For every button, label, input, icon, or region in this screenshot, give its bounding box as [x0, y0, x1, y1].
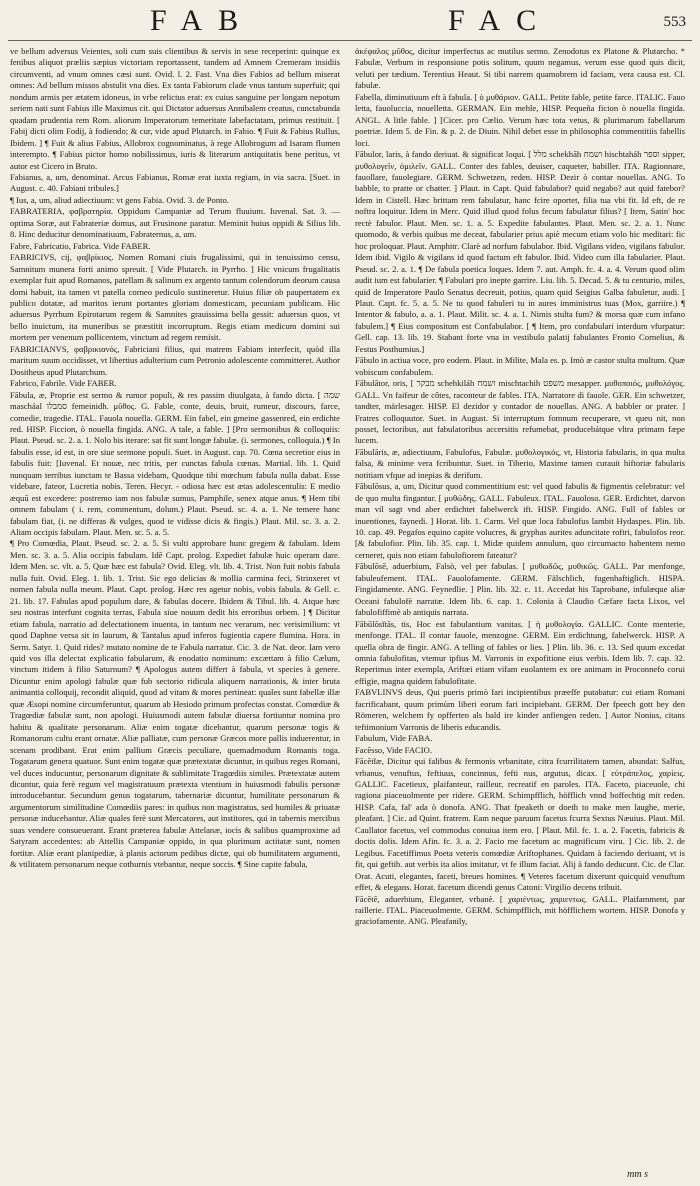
left-column: [10, 46, 340, 1166]
entry-paragraph: Fābulōsē, aduerbium, Falsò, vel per fabulas. [ μυθωδῶς, μυθικῶς. GALL. Par menfonge, fabuleufement. ITAL. Fauolofamente. GERM. Fälschlich, fugenhaftiglich. HISPA. Fingidamente. ANG. Feynedlie. ] Plin. lib. 32. c. 11. Accedat his Taprobane, infulæque aliæ Oceani fabulofè narratæ. Idem lib. 6. cap. 1. Colonia à Claudio Cæfare facta Lixos, vel fabulofiffimè ab antiquis narrata.: [355, 561, 685, 618]
entry-paragraph: ve bellum adversus Veientes, soli cum suis clientibus & servis in sese receperint: quinque ex fenibus aliquot præliis sæpius victoriam reportassent, tandem ad Amnem Cremeram insidiis circumventi, ad vnum omnes cæsi sunt. Ovid. l. 2. Fast. Vna dies Fabios ad bellum miserat omnes: Ad bellum missos abstulit vna dies. Ex tanta Fabiorum clade vnus tantum superfuit; qui nondum armis per ætatem idoneus, in vrbe relictus erat: ex cuius sanguine per longam nepotum seriem nati sunt Fabius ille Maximus cit. qui Dictator aduersus Annibalem creatus, cunctabunda quadam prudentia rem Rom. aliorum Imperatorum temeritate labefactatam, primus restituit. [ Fabij dicti olim Fodij, à fodiendo; & cur, vide apud Plutarch. in Fabio. ¶ Fuit & Fabius Rullus, Ibidem. ] ¶ Fuit & alius Fabius, Allobrox cognominatus, à rege Allobrogum ad Isaram flumen interempto. ¶ Fabius pictor homo nobilissimus, iuris & literarum antiquitatis bene peritus, vt autor est Cicero in Bruto.: [10, 46, 340, 171]
entry-paragraph: Fābula, æ, Proprie est sermo & rumor populi, & res passim diuulgata, à fando dicta. [ שמה mascháal סמבלו femeinidh. μῦθος. G. Fable, conte, deuis, bruit, rumeur, discours, farce, comedie, tragedie. ITAL. Fauola nouella. GERM. Ein fabel, ein gmeine gassenred, ein erdichte red. HISP. Ficcion, ò nouella fingida. ANG. A tale, a fable. ] [Pro sermonibus & colloquiis: Plaut. Pseud. sc. 2. a. 1. Nolo bis iterare: sat fit sunt longæ fabulæ. (i. sermones, colloquia.) ¶ In fabulis esse, id est, in ore siue sermone populi. Suet. in August. cap. 70. Cœna secretior eius in fabulis fuit: [Iuvenal. Et nouæ, nec tritis, per cunctas fabula cœnas. Martial. lib. 1. Quid nunquam terribus iunctam te Bassa videbam, Quodque tibi mœchum fabula nulla dabat. Esse videbare, fateor, Lucretia nobis. Teren. Hecyr. - odiosa hæc est ætas adolescentulis: E medio æquū est excedere: postremo iam nos fabulæ sumus, Pamphile, senex atque anus. ¶ Hem tibi omnem fabulam ( i. rem, commentum, dolum.) Plaut. Pseud. sc. 4. a. 1. Ne temere hanc fabulam fiat, (i. ne differas & vulges, quod te vidisse dicis & fingis.) Plaut. Mil. sc. 3. a. 2. Aliam occipis fabulam. Plaut. Men. sc. 5. a. 5.: [10, 389, 340, 538]
entry-paragraph: ἀκέφαλος μῦθος, dicitur imperfectus ac mutilus sermo. Zenodotus ex Platone & Plutarcho. * Fabulæ, Verbum in responsione potis solitum, quum negamus, verum esse quod quis dicit, veluti per tædium. Terentius Heaut. Si tibi narrem quamobrem id faciam, vera causa est. CI. fabulæ.: [355, 46, 685, 91]
running-head-left: FAB: [150, 4, 255, 37]
column-divider: [346, 46, 347, 1158]
page-number: 553: [663, 14, 686, 30]
entry-paragraph: Fābulo in actiua voce, pro eodem. Plaut. in Milite, Mala es. p. Imò æ castor stulta multum. Quæ vobiscum confabulem.: [355, 355, 685, 377]
entry-paragraph: Fabella, diminutiuum eft à fabula. [ ὁ μυθάριον. GALL. Petite fable, petite farce. ITALIC. Fauo letta, fauoluccia, nouelletta. GERMAN. Ein mehle, HISP. Pequeña ficion ò nouella fingida. ANGL. A litle fable. ] [Cicer. pro Cælio. Verum hæc tota vetus, & plurimarum fabellarum poetriæ. Idem 5. de Fin. & p. 2. de Diuin. Nihil debet esse in philosophia commentitiis fabellis loci.: [355, 91, 685, 148]
entry-paragraph: FABVLINVS deus, Qui pueris primò fari incipientibus præeffe putabatur: cui etiam Romani facrificabant, quum primùm liberi eorum fari incipiebant. GERM. Der fpeech gott bey den Römeren, welchem fy opfferten als bald ire kinder anfiengen reden. ] Autor Nonius, citans teftimonium Varronis de liberis educandis.: [355, 687, 685, 732]
entry-paragraph: Fābulōsus, a, um, Dicitur quod commentitium est: vel quod fabulis & figmentis celebratur: vel de quo multa fingantur. [ μυθώδης. GALL. Fabuleux. ITAL. Fauoloso. GER. Erdichtet, darvon man vil sagt vnd aber erdichtet fabelwerck ift. HISP. Fingido. ANG. Full of fables or inuentiones, faynedi. ] Horat. lib. 1. Carm. Vel quæ loca fabulofus lambit Hydaspes. Plin. lib. 10. cap. 49. Pegafos equino capite volucres, & gryphas aurites aduncitate roftri, fabulofos reor. [& fabulofior. Plin. lib. 35. cap. 1. Midæ quidem annulum, quo circumacto habentem nemo cerneret, quis non etiam fabulofiorem fateatur?: [355, 481, 685, 560]
entry-paragraph: Facĕsso, Vide FACIO.: [355, 744, 432, 755]
printer-signature: mm s: [627, 1169, 648, 1180]
entry-paragraph: Fābulor, laris, à fando deriuat. & significat loqui. [ מלל schekhāh ושמח hischtaháh וספר sipper, μυθολογεῖν, ὁμιλεῖν. GALL. Conter des fables, deuiser, caqueter, babiller. ITA. Ragionnare, fauollare, fauolegiare. GERM. Schwetzen, reden. HISP. Dezir ò contar nouellas. ANG. To babble, to pratte or chatter. ] Plaut. in Capt. Quid fabulabor? quid negabo? aut quid fatebor? Idem in Cistell. Hæc brittam rem fabulatur, hanc fcire oportet, filia tua vbi fit. Id eft, de re noftra loquitur. Idem in Merc. Quid illud quod folus fecum fabulatur filius? [ Item, Satin' hoc rectè fabulor. Plaut. Men. sc. 1. a. 5. Expedite fabulantes. Plaut. Men. sc. 2. a. 1. Nunc quomodo, & verbis quibus me deceat, fabularier prius apiè mecum etiam volo hic meditari: fic hoc proloquar. Plaut. Amphitr. Clarè ad norfum fabulabor. Ibid. Vigilans video, vigilans fabulor. Idem ibid. Vigilo & vigilans id quod factum eft fabulor. Ibid. Video cum illa fabularier. Plaut. Pseud. sc. 2. a. 1. ¶ De fabula poetica loques. Idem 7. aut. Amph. fc. 4. a. 4. Verum quod olim audit ium est fabularier. ¶ Fabulari pro inepte garrire. Liu. lib. 5. Decad. 5. & tu centurio, miles, quid de Imperatore Paulo Senatus decreuit, potius, quam quid Seigius Galba fabuletur, audi. [ Plaut. Capt. fc. 5. a. 5. Ne tu quod fabuleri tu in aures imministrus tuas (Mox, garriire.) ¶ Intentor & fabulo, a. a. 1. Plaut. Milit. sc. 4. a. 1. Nimis stulta fum? & morsa quæ cum infano fabulem.] ¶ Eius compositum est Confabulabor. [ ¶ Item, pro confabulari interdum vfurpatur: Gell. cap. 13. lib. 19. Stabant forte vna in vestibulo palatij fabulantes Fronto Cornelius, & Festus Posthumius.]: [355, 149, 685, 354]
entry-paragraph: Fabre, Fabricatio, Fabrica. Vide FABER.: [10, 240, 151, 251]
entry-paragraph: Fabulum, Vide FABA.: [355, 733, 433, 744]
entry-paragraph: Fācētē, aduerbium, Eleganter, vrbanè. [ χαριέντως, χαριεντως. GALL. Plaifamment, par raillerie. ITAL. Piaceuolmente. GERM. Schimpfflich, mit höfflichem wortem. HISP. Donofa y graciofamente. ANG. Pleafanily,: [355, 893, 685, 927]
header-rule: [8, 40, 692, 41]
entry-paragraph: ¶ Pro Comœdia, Plaut. Pseud. sc. 2. a. 5. Si vulti approbare hunc gregem & fabulam. Idem Men. sc. 3. a. 5. Alia occipis fabulam. Idē Capt. prolog. Expediet fabulæ huic operam dare. Idem Men. sc. vlt. a. 5. Quæ hæc est fabula? Ovid. Eleg. vlt. lib. 4. Trist. Non fuit nobis fabula nulla fuit. Ovid. Eleg. 1. lib. 1. Trist. Sic ego delicias & mollia carmina feci, Strinxeret vt nomen fabula nulla meum. Plaut. Capt. prolog. Hæc res agetur nobis, vobis fabula. & Gell. c. 21. lib. 17. Fabulas apud populum dare, & fabulas docere. Ibidem & Tibul. lib. 4. Atque hæc seu nostras interfunt cognita terras, Fabula siue nouum dedit his erroribus orbem. ] ¶ Dicitur etiam fabula, narratio ad delectationem inuenta, in tantum nec verarum, nec verisimilium: vt quod Daphne versa sit in laurum, & Tantalus apud inferos fugientia capere flumina. Hora. in Serm. Satyr. 1. Quid rides? mutato nomine de te Fabula narratur. Cic. 3. de Nat. deor. Iam vero quid vos illa delectat explicatio fabularum, & enodatio nominum: excættam à filio Cælum, vinctum itidem à filio Saturnum? ¶ Apologus autem differt à fabula, vt species à genere. Dicuntur enim apologi fabulæ quæ fub sectorio ridicula aliquem narrationis, & inter bruta animantia colloquij, recondit aliquid, quod ad vitam & mores pertineat: quales sunt fabellæ illæ quæ Æsopi nomine circumferuntur, quarum ab Hesiodo primum profectas constat. Comœdiæ & Tragœdiæ fabulæ sunt, non apologi. Huiusmodi autem fabulæ diuersa fortiuntur nomina pro habitu & qualitate personarum. Aliæ enim togatæ dicebantur, quarum personæ togis & Romanorum cultu erant ornatæ. Aliæ palliatæ, cum personæ Græcos more pallis induerentur, in scenam prodibant. Erat enim pallium Græcis peculiare, quemadmodum Romanis toga. Togatarum genera quatuor. Sunt enim togatæ quæ prætextatæ dicuntur, in quibus reges Romani, vel duces inducuntur, personarum dignitate & sublimitate Tragœdiis similes. Prætextatæ autem dicuntur, quia ferè regum vel magistratuum prætexta vtentium in huiusmodi fabulis personæ introducebantur. Secundum genus togatarum, tabernariæ dicuntur, humilitate personarum & argumentorum similitudine Comœdiis pares: in quibus non magistratus, sed humiles & priuatæ personæ inducebantur. Aliæ quales ferè sunt Mercatores, aut institores, qui in tabernis mercibus suas vendere consueuerant. Erant præterea fabulæ Attelanæ, iocis & salibus quamproxime ad Satyram accedentes: ab Attellis Campaniæ oppido, in qua plurimum actitatæ sunt, nomen fortitæ. Aliæ erant planipediæ, à planis actorum pedibus dictæ, qui ob humilitatem argumenti, & vtilitatem personarum neque cothurnis vtebantur, neque soccis. ¶ Sine capite fabula,: [10, 538, 340, 870]
entry-paragraph: FABRICIVS, cij, φαβρίκιος. Nomen Romani ciuis frugalissimi, qui in tenuissimo censu, Samnitum munera forti animo spreuit. [ Vide Plutarch. in Pyrrho. ] Hic vnicum frugalitatis exemplar fuit apud Romanos, patellam & salinum ex argento tantum colendorum deorum causa domi habuit, ita tamen vt patella corneo pediculo sustineretur. Huius filiæ ob paupertatem ex publico dotatæ, ad maritos ierunt portantes gloriam domesticam, pecuniam publicam. Hic aduersus Pyrrhum Epirotarum regem & Samnites grauissima bella gessit: aduersus quos, vt bello inuictum, ita muneribus se præstitit incorruptum. Regis etiam medicum domini sui mortem per venenum pollicentem, vinctum ad regem remisit.: [10, 252, 340, 343]
entry-paragraph: Fābulāris, æ, adiectiuum, Fabulofus, Fabulæ. μυθολογικός, vt, Historia fabularis, in qua multa falsa, & minime vera fcribuntur. Suet. in Tiberio, Maxime tamen curauit hiftoriæ fabularis notitiam vfque ad inepias & derifum.: [355, 446, 685, 480]
entry-paragraph: Fābūlōsĭtās, tis, Hoc est fabulantium vanitas. [ ἡ μυθολογία. GALLIC. Conte menterie, menfonge. ITAL. Il contar fauole, menzogne. GERM. Ein erdichtung, fabelwerck. HISP. A quella obra de fingir. ANG. A telling of fables or lies. ] Plin. lib. 36. c. 13. Sed quum excedat omnia fabulofitas, vtemur ipfius M. Varronis in expofitione eius verbis. Idem lib. 7. cap. 32. Reperimus inter exempla, Ariftæi etiam vifam euolantem ex ore animam in Proconnefo corui effigie, magna quidem fabulofitate.: [355, 618, 685, 686]
entry-paragraph: Fabrico, Fabrile. Vide FABER.: [10, 378, 117, 389]
entry-paragraph: Fābulātor, oris, [ מבקר schehkiláh ושמח mischtachih משפט mesapper. μυθοποιός, μυθολόγος. GALL. Vn faifeur de côtes, raconteur de fables. ITA. Narratore di fauole. GER. Ein schwetzer, tandter, märlesager. HISP. El dezidor y contador de nouellas. ANG. A babbler or prater. ] Fratres colloquutor. Suet. in August. Si interruptum fomnum recuperare, vt queu nit, non posset, lectoribus, aut fabulatoribus accersitis refumebat, producebátque vltra primam fæpe lucem.: [355, 378, 685, 446]
entry-paragraph: Fabianus, a, um, denominat. Arcus Fabianus, Romæ erat iuxta regiam, in via sacra. [Suet. in August. c. 40. Fabiani tribules.]: [10, 171, 340, 194]
entry-paragraph: Fācētĭæ, Dicitur qui falibus & fermonis vrbanitate, citra fcurrilitatem tamen, abundat: Salfus, vrbanus, venuftus, feftiuus, concinnus, fefti nus, argutus, dicax. [ εὐτράπελος, χαρίεις. GALLIC. Facetieux, plaifanteur, railleur, recreatif en paroles. ITA. Faceto, piaceuole, chi ragiona piaceuolmente per ridere. GERM. Schimpfflich, höfflich vnnd boffechtig mit reden. HISP. Cafa, fal' ada ò donofa. ANG. That fpeaketh or doeth to make men laughe, merie, pleafant. ] Cic. ad Quint. fratrem. Eam neque paruum facetus fcurra Sextus Næuius. Plaut. Mil. Caullator facetus, vel commodus conuiua item ero. [ Plaut. Mil. fc. 1. a. 2. Facetis, fabricis & doctis dolis. Idem Afin. fc. 3. a. 2. Facio me facetum ac magnificum viru. ] Cic. lib. 2. de Legibus. Facetiffimus Poeta veteris comœdiæ Ariftophanes. Quidam à faciendo deriuant, vt is fit, qui geftib. aut verbis ita alios imitatur, vt fe illum faciat. Alij à fando deducunt. Cic. de Clar. Orat. Acuti, elegantes, faceti, breues homines. ¶ Veteres facetum dixerunt quicquid venuftum effet, & elegans. Horat. facetum dicendi genus Catoni: Virgilio decens tribuit.: [355, 756, 685, 893]
running-head-right: FAC: [448, 4, 553, 37]
entry-paragraph: FABRATERIA, φαβρατηρία. Oppidum Campaniæ ad Terum fluuium. Iuvenal. Sat. 3. — optima Soræ, aut Fabrateriæ domus, aut Frusinone paratur. Meminit huius oppidi & Silius lib. 8. Hinc deducitur denominatiuum, Fabraternus, a, um.: [10, 206, 340, 240]
running-head: [0, 4, 700, 44]
entry-paragraph: ¶ Ius, a, um, aliud adiectiuum: vt gens Fabia. Ovid. 3. de Ponto.: [10, 194, 229, 205]
right-column: [355, 46, 685, 1166]
entry-paragraph: FABRICIANVS, φαβρικιανός, Fabriciani filius, qui matrem Fabiam interfecit, quòd illa maritum suum occidisset, vt libertius adulterium cum Petronio adolescente committeret. Author Dositheus apud Plutarchum.: [10, 343, 340, 377]
